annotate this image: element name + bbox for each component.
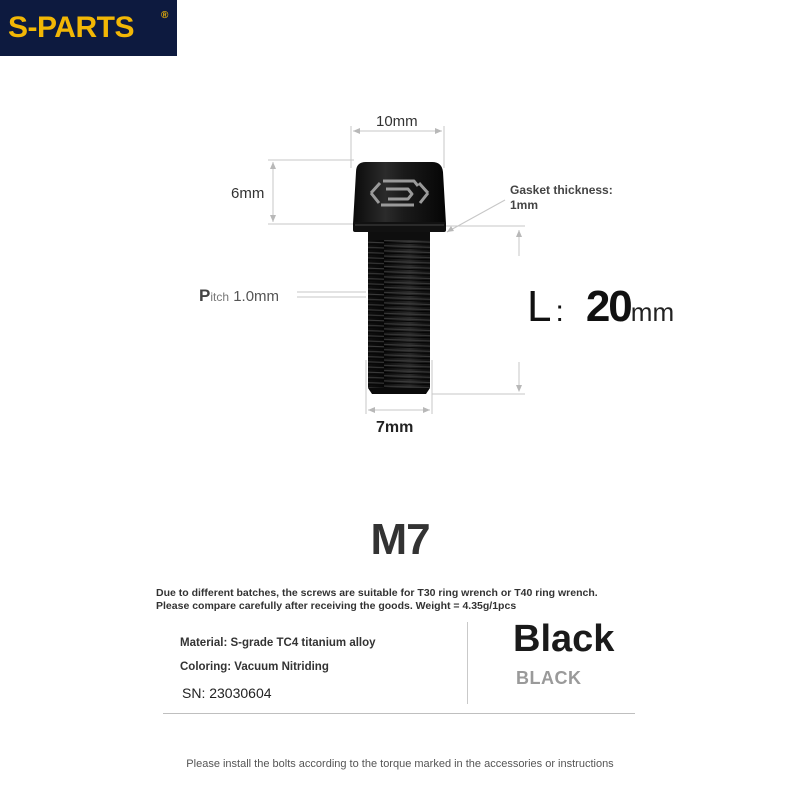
- pitch-label: [199, 286, 279, 306]
- horizontal-divider: [163, 713, 635, 714]
- length-label: [527, 282, 674, 332]
- brand-name: S-PARTS: [8, 11, 134, 44]
- serial-number: SN: 23030604: [182, 685, 272, 701]
- model-title: M7: [370, 515, 430, 564]
- gasket-title: Gasket thickness:: [510, 183, 613, 197]
- length-letter: L: [527, 282, 552, 331]
- pitch-prefix: P: [199, 286, 211, 305]
- length-value: 20: [585, 282, 631, 331]
- head-height-label: 6mm: [231, 185, 265, 202]
- length-unit: mm: [630, 297, 675, 327]
- material-spec: Material: S-grade TC4 titanium alloy: [180, 637, 376, 649]
- gasket-value: 1mm: [510, 198, 539, 212]
- head-width-label: 10mm: [376, 113, 418, 130]
- thread-diameter-label: 7mm: [376, 419, 414, 436]
- bolt-head: [353, 162, 446, 232]
- vertical-divider: [467, 622, 468, 704]
- color-name: Black: [513, 618, 615, 660]
- pitch-word: itch: [210, 290, 230, 304]
- bolt-shaft: [368, 232, 430, 394]
- color-subtitle: BLACK: [516, 668, 582, 688]
- gasket-label: [510, 183, 650, 213]
- coloring-spec: Coloring: Vacuum Nitriding: [180, 661, 329, 673]
- install-footer: Please install the bolts according to the torque marked in the accessories or instructions: [186, 758, 614, 770]
- registered-mark: ®: [161, 10, 169, 21]
- batch-note: Due to different batches, the screws are suitable for T30 ring wrench or T40 ring wrench. Please compare carefully after receiving the goods. Weight = 4.35g/1pcs: [156, 587, 598, 612]
- pitch-value: 1.0mm: [233, 288, 280, 305]
- length-colon: :: [555, 295, 564, 328]
